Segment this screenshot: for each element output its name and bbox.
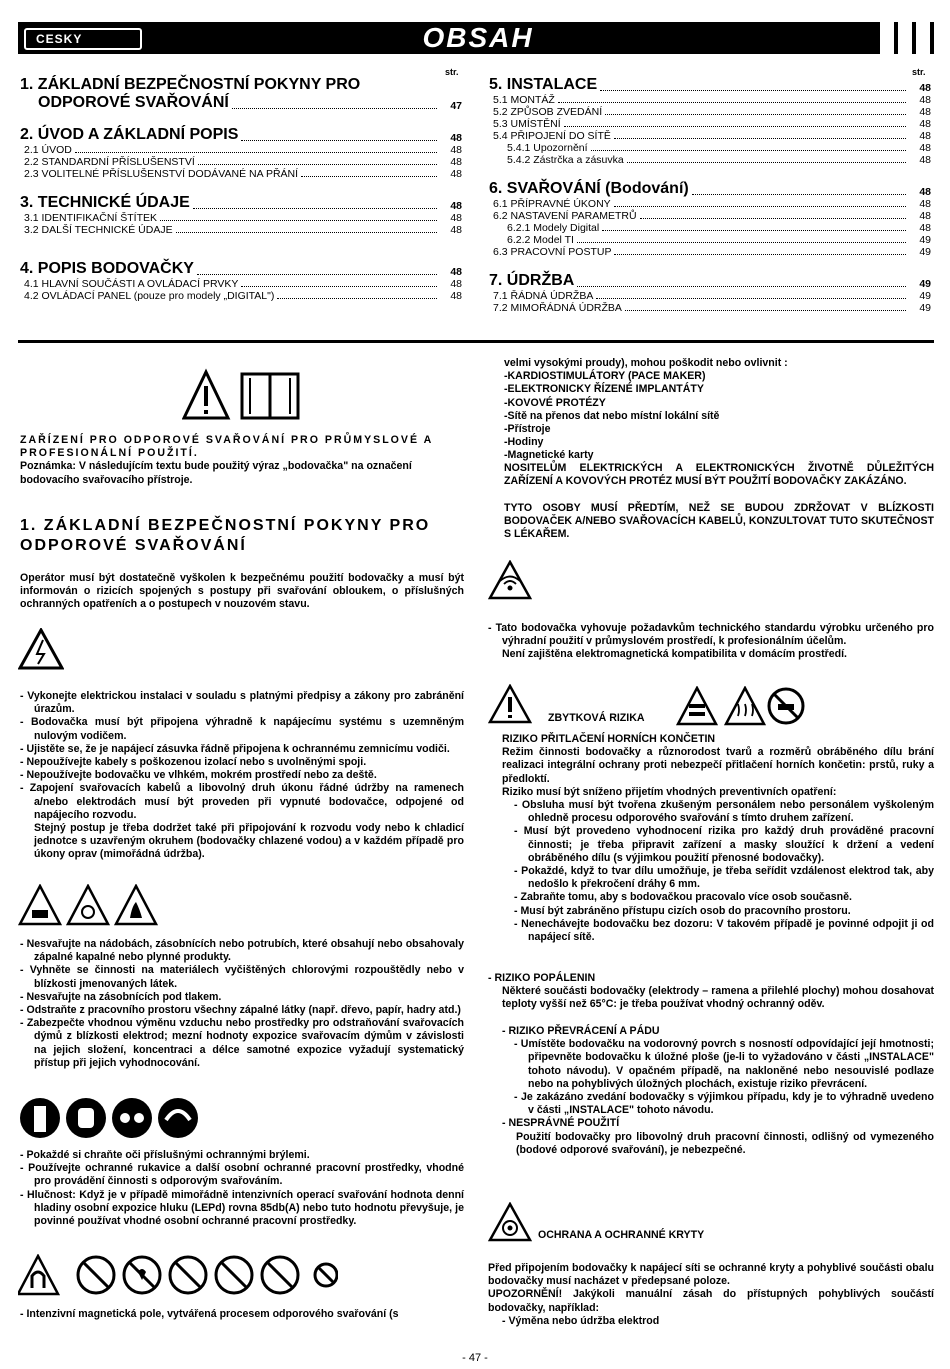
toc-entry — [489, 210, 931, 222]
fire-safety-list — [20, 938, 464, 1070]
burn-risk-section — [488, 972, 934, 1012]
toc-page-label-right: str. — [912, 67, 926, 77]
crush-burn-hazard-icons — [676, 686, 806, 726]
toc-entry-title: 7. ÚDRŽBA — [489, 272, 575, 289]
list-item: -ELEKTRONICKY ŘÍZENÉ IMPLANTÁTY — [504, 383, 704, 396]
toc-entry-title: 5.1 MONTÁŽ — [493, 94, 555, 106]
list-item: - Nenechávejte bodovačku bez dozoru: V takovém případě je povinné odpojit ji od napájecí sítě. — [514, 917, 934, 944]
list-item: - Pokaždé si chraňte oči příslušnými ochrannými brýlemi. — [20, 1149, 310, 1161]
emc-standard: - Tato bodovačka vyhovuje požadavkům technického standardu výrobku určeného pro výhradní použití v průmyslovém prostředí, k profesionálním účelům. — [488, 622, 934, 648]
toc-entry — [489, 246, 931, 258]
toc-entry-title: 1. ZÁKLADNÍ BEZPEČNOSTNÍ POKYNY PRO — [20, 76, 361, 93]
toc-right-column — [489, 76, 931, 314]
toc-entry-page: 48 — [919, 154, 931, 166]
intro-note: Poznámka: V následujícím textu bude použitý výraz „bodovačka" na označení bodovacího svařovacího přístroje. — [20, 460, 412, 486]
toc-entry-title: 2.3 VOLITELNÉ PŘÍSLUŠENSTVÍ DODÁVANÉ NA PŘÁNÍ — [24, 168, 299, 180]
electric-hazard-icon — [18, 628, 64, 670]
toc-entry-page: 48 — [919, 222, 931, 234]
toc-entry — [20, 290, 462, 302]
toc-entry-title: 5.4.2 Zástrčka a zásuvka — [507, 154, 624, 166]
toc-entry — [20, 76, 462, 94]
toc-entry-page: 48 — [450, 144, 462, 156]
toc-entry-title: 3. TECHNICKÉ ÚDAJE — [20, 194, 190, 211]
toc-entry — [489, 234, 931, 246]
list-item: -Magnetické karty — [504, 449, 594, 462]
toc-entry — [20, 212, 462, 224]
list-item: - Vyhněte se činnosti na materiálech vyčištěných chlorovými rozpouštědly nebo v blízkosti jmenovaných látek. — [20, 964, 464, 990]
toc-entry-title: 3.1 IDENTIFIKAČNÍ ŠTÍTEK — [24, 212, 158, 224]
toc-entry — [489, 290, 931, 302]
list-item: - Vykonejte elektrickou instalaci v souladu s platnými předpisy a zákony pro zabránění úrazům. — [20, 690, 464, 716]
toc-entry — [489, 130, 931, 142]
toc-entry-title: 6.2.1 Modely Digital — [507, 222, 600, 234]
tip-risk-section — [488, 1025, 934, 1157]
crush-risk-list — [502, 799, 934, 944]
emc-radiation-icon — [488, 560, 532, 600]
toc-entry-title: 5.3 UMÍSTĚNÍ — [493, 118, 561, 130]
list-item: - Nepoužívejte kabely s poškozenou izolací nebo s uvolněnými spoji. — [20, 756, 367, 769]
toc-entry — [489, 272, 931, 290]
list-item: -Sítě na přenos dat nebo místní lokální sítě — [504, 409, 720, 422]
electrical-safety-list — [20, 690, 464, 862]
toc-entry-title: ODPOROVÉ SVAŘOVÁNÍ — [38, 94, 229, 111]
toc-entry-page: 47 — [450, 100, 462, 112]
language-label: CESKY — [24, 28, 142, 50]
toc-entry — [20, 94, 462, 112]
toc-entry-page: 48 — [919, 82, 931, 94]
toc-entry-page: 48 — [450, 224, 462, 236]
toc-entry — [489, 198, 931, 210]
toc-entry-page: 48 — [450, 132, 462, 144]
toc-entry — [489, 302, 931, 314]
list-item: - Ujistěte se, že je napájecí zásuvka řádně připojena k ochrannému zemnicímu vodiči. — [20, 742, 450, 755]
list-item: - Nesvařujte na zásobnících pod tlakem. — [20, 990, 222, 1003]
toc-entry-title: 6.2 NASTAVENÍ PARAMETRŮ — [493, 210, 637, 222]
list-item: - Musí být provedeno vyhodnocení rizika pro každý druh prováděné pracovní činnosti; je třeba připravit zařízení a masky sloužící k držení a vedení obráběného dílu (s výjimkou použití přenosné bodovačky). — [514, 825, 934, 864]
page-title: OBSAH — [422, 22, 534, 53]
toc-entry-page: 48 — [919, 94, 931, 106]
list-item: - Zabraňte tomu, aby s bodovačkou pracovalo více osob současně. — [514, 891, 852, 904]
toc-entry — [20, 168, 462, 180]
list-item: velmi vysokými proudy), mohou poškodit nebo ovlivnit : — [504, 357, 788, 369]
list-item: - Pokaždé, když to tvar dílu umožňuje, je třeba seřídit vzdálenost elektrod tak, aby nedošlo k překročení dráhy 6 mm. — [514, 865, 934, 891]
toc-entry-title: 6.2.2 Model TI — [507, 234, 574, 246]
toc-entry — [489, 180, 931, 198]
left-intro — [20, 434, 464, 487]
list-item: - Bodovačka musí být připojena výhradně k napájecímu systému s uzemněným nulovým vodičem. — [20, 716, 464, 742]
toc-entry-page: 48 — [450, 266, 462, 278]
toc-entry-title: 3.2 DALŠÍ TECHNICKÉ ÚDAJE — [24, 224, 173, 236]
guards-heading: OCHRANA A OCHRANNÉ KRYTY — [538, 1229, 705, 1241]
toc-entry-page: 48 — [919, 118, 931, 130]
list-item: -Hodiny — [504, 436, 544, 449]
affected-devices-list — [504, 357, 934, 463]
page-header-bar — [18, 22, 934, 54]
toc-page-label-left: str. — [445, 67, 459, 77]
toc-entry-page: 48 — [919, 142, 931, 154]
toc-entry-title: 2.2 STANDARDNÍ PŘÍSLUŠENSTVÍ — [24, 156, 195, 168]
crush-risk-measures: Riziko musí být sníženo přijetím vhodných preventivních opatření: — [502, 785, 837, 798]
crush-risk-section — [502, 733, 934, 944]
toc-entry — [489, 118, 931, 130]
toc-entry-page: 49 — [919, 246, 931, 258]
toc-entry — [489, 76, 931, 94]
doctor-warning: TYTO OSOBY MUSÍ PŘEDTÍM, NEŽ SE BUDOU ZDRŽOVAT V BLÍZKOSTI BODOVAČEK A/NEBO SVAŘOVACÍCH KABELŮ, KONZULTOVAT TUTO SKUTEČNOST S LÉKAŘEM. — [504, 502, 934, 541]
list-item: Stejný postup je třeba dodržet také při připojování k rozvodu vody nebo k chladicí jednotce s uzavřeným okruhem (bodovačky chlazené vodou) a v každém případě pro úkony oprav (mimořádná údržba). — [34, 822, 464, 861]
guards-section — [488, 1262, 934, 1328]
toc-entry-page: 49 — [919, 278, 931, 290]
toc-entry-page: 48 — [919, 186, 931, 198]
list-item: -Přístroje — [504, 423, 551, 436]
guards-text-2: UPOZORNĚNÍ! Jakýkoli manuální zásah do přístupných pohyblivých součástí bodovačky, například: — [488, 1288, 934, 1314]
magnetic-field-text: - Intenzivní magnetická pole, vytvářená procesem odporového svařování (s — [20, 1308, 399, 1320]
guards-text-1: Před připojením bodovačky k napájecí síti se ochranné kryty a pohyblivé součásti obalu bodovačky musí nacházet v předepsané poloze. — [488, 1262, 934, 1288]
toc-entry-page: 48 — [919, 106, 931, 118]
implant-warning: NOSITELŮM ELEKTRICKÝCH A ELEKTRONICKÝCH ŽIVOTNĚ DŮLEŽITÝCH ZAŘÍZENÍ A KOVOVÝCH PROTÉZ MUSÍ BÝT POUŽITÍ BODOVAČKY ZAKÁZÁNO. — [504, 462, 934, 488]
list-item: - Je zakázáno zvedání bodovačky s výjimkou případu, kdy je to výhradně uvedeno v části „INSTALACE" tohoto návodu. — [514, 1091, 934, 1117]
burn-risk-text: Některé součásti bodovačky (elektrody – ramena a přilehlé plochy) mohou dosahovat teploty vyšší než 65°C: je třeba používat vhodný ochranný oděv. — [502, 985, 934, 1011]
list-item: -KARDIOSTIMULÁTORY (PACE MAKER) — [504, 370, 706, 383]
operator-paragraph: Operátor musí být dostatečně vyškolen k bezpečnému použití bodovačky a musí být informován o rizicích spojených s postupy při svařování obloukem, o příslušných ochranných opatřeních a o postupech v nouzovém stavu. — [20, 572, 464, 611]
toc-entry-page: 49 — [919, 234, 931, 246]
residual-risks-heading: ZBYTKOVÁ RIZIKA — [548, 712, 645, 724]
toc-entry-page: 48 — [450, 290, 462, 302]
warning-manual-icon — [182, 368, 302, 422]
ppe-list — [20, 1149, 464, 1228]
magnetic-field-prohibition-icons — [18, 1254, 338, 1296]
guards-warning-icon — [488, 1202, 532, 1242]
toc-entry — [20, 156, 462, 168]
toc-entry-page: 48 — [450, 156, 462, 168]
toc-entry-title: 2. ÚVOD A ZÁKLADNÍ POPIS — [20, 126, 239, 143]
page-number: - 47 - — [462, 1352, 488, 1364]
toc-entry-title: 4.1 HLAVNÍ SOUČÁSTI A OVLÁDACÍ PRVKY — [24, 278, 239, 290]
list-item: - Nepoužívejte bodovačku ve vlhkém, mokrém prostředí nebo za deště. — [20, 769, 377, 782]
emc-domestic: Není zajištěna elektromagnetická kompatibilita v domácím prostředí. — [502, 648, 847, 661]
ppe-mandatory-icons — [18, 1096, 204, 1140]
toc-entry-title: 5.4.1 Upozornění — [507, 142, 588, 154]
misuse-text: Použití bodovačky pro libovolný druh pracovní činnosti, odlišný od vymezeného (bodové odporové svařování), je nebezpečné. — [516, 1130, 934, 1156]
toc-entry-page: 48 — [450, 212, 462, 224]
toc-entry-page: 48 — [450, 278, 462, 290]
toc-entry-page: 48 — [919, 198, 931, 210]
toc-entry-page: 48 — [919, 210, 931, 222]
toc-entry — [489, 106, 931, 118]
list-item: - Odstraňte z pracovního prostoru všechny zápalné látky (např. dřevo, papír, hadry atd.) — [20, 1004, 461, 1017]
intro-heading: ZAŘÍZENÍ PRO ODPOROVÉ SVAŘOVÁNÍ PRO PRŮMYSLOVÉ A PROFESIONÁLNÍ POUŽITÍ. — [20, 434, 433, 460]
list-item: -KOVOVÉ PROTÉZY — [504, 396, 606, 409]
toc-entry-title: 6. SVAŘOVÁNÍ (Bodování) — [489, 180, 689, 197]
list-item: - Hlučnost: Když je v případě mimořádně intenzivních operací svařování hodnota denní hladiny osobní expozice hluku (LEPd) rovna 85db(A) nebo tuto hodnotu převyšuje, je povinné používat vhodné osobní ochranné pracovní prostředky. — [20, 1188, 464, 1228]
crush-risk-heading: RIZIKO PŘITLAČENÍ HORNÍCH KONČETIN — [502, 733, 716, 745]
toc-entry — [489, 142, 931, 154]
toc-entry-title: 4.2 OVLÁDACÍ PANEL (pouze pro modely „DIGITAL") — [24, 290, 275, 302]
burn-risk-heading: - RIZIKO POPÁLENIN — [488, 972, 596, 984]
toc-entry — [489, 94, 931, 106]
toc-entry-page: 48 — [450, 168, 462, 180]
toc-entry-title: 5.2 ZPŮSOB ZVEDÁNÍ — [493, 106, 603, 118]
toc-entry-title: 7.1 ŘÁDNÁ ÚDRŽBA — [493, 290, 594, 302]
misuse-heading: - NESPRÁVNÉ POUŽITÍ — [502, 1117, 620, 1130]
toc-entry-page: 48 — [450, 200, 462, 212]
guards-text-3: - Výměna nebo údržba elektrod — [502, 1314, 660, 1327]
toc-entry-title: 5. INSTALACE — [489, 76, 598, 93]
list-item: - Zabezpečte vhodnou výměnu vzduchu nebo prostředky pro odstraňování svařovacích dýmů z blízkosti elektrod; mezní hodnoty expozice svařovacím dýmům v závislosti na jejich složení, koncentraci a délce samotné expozice vyžadují systematický přístup při jejich vyhodnocování. — [20, 1017, 464, 1069]
section-1-heading: 1. ZÁKLADNÍ BEZPEČNOSTNÍ POKYNY PRO ODPOROVÉ SVAŘOVÁNÍ — [20, 517, 431, 554]
tip-risk-heading: - RIZIKO PŘEVRÁCENÍ A PÁDU — [502, 1025, 660, 1037]
toc-entry-title: 7.2 MIMOŘÁDNÁ ÚDRŽBA — [493, 302, 622, 314]
residual-risk-warning-icon — [488, 684, 532, 724]
toc-entry — [20, 260, 462, 278]
list-item: - Umístěte bodovačku na vodorovný povrch s nosností odpovídající její hmotnosti; připevněte bodovačku k úložné ploše (je-li to vyžadováno v části „INSTALACE" tohoto návodu). V opačném případě, na nakloněné nebo nesouvislé podlaze nebo na pohyblivých úložných plochách, existuje riziko převrácení. — [514, 1038, 934, 1090]
toc-entry-page: 49 — [919, 302, 931, 314]
toc-left-column — [20, 76, 462, 302]
toc-entry-page: 49 — [919, 290, 931, 302]
tip-risk-list — [488, 1038, 934, 1117]
toc-entry — [20, 194, 462, 212]
header-decoration — [854, 22, 930, 54]
toc-entry — [20, 278, 462, 290]
toc-entry-title: 5.4 PŘIPOJENÍ DO SÍTĚ — [493, 130, 611, 142]
toc-entry — [489, 154, 931, 166]
fire-explosion-hazard-icons — [18, 884, 158, 926]
toc-entry-title: 6.1 PŘÍPRAVNÉ ÚKONY — [493, 198, 611, 210]
toc-entry-page: 48 — [919, 130, 931, 142]
toc-entry — [489, 222, 931, 234]
toc-entry — [20, 224, 462, 236]
section-divider — [18, 340, 934, 343]
list-item: - Používejte ochranné rukavice a další osobní ochranné pracovní prostředky, vhodné pro provádění činnosti s odporovým svařováním. — [20, 1162, 464, 1188]
list-item: - Zapojení svařovacích kabelů a libovolný druh úkonu řádné údržby na ramenech a/nebo elektrodách musí být proveden při vypnuté bodovačce, odpojené od napájecího rozvodu. — [20, 782, 464, 821]
toc-entry-title: 2.1 ÚVOD — [24, 144, 72, 156]
crush-risk-text: Režim činnosti bodovačky a různorodost tvarů a rozměrů obráběného dílu brání realizaci integrální ochrany proti nebezpečí přitlačení horních končetin: prstů, ruky a předloktí. — [502, 746, 934, 785]
emc-text — [488, 622, 934, 662]
toc-entry — [20, 126, 462, 144]
list-item: - Obsluha musí být tvořena zkušeným personálem nebo personálem vyškoleným ohledně procesu odporového svařování s tímto druhem zařízení. — [514, 799, 934, 825]
toc-entry — [20, 144, 462, 156]
list-item: - Musí být zabráněno přístupu cizích osob do pracovního prostoru. — [514, 904, 851, 917]
toc-entry-title: 4. POPIS BODOVAČKY — [20, 260, 194, 277]
toc-entry-title: 6.3 PRACOVNÍ POSTUP — [493, 246, 612, 258]
list-item: - Nesvařujte na nádobách, zásobnících nebo potrubích, které obsahují nebo obsahovaly zápalné kapalné nebo plynné produkty. — [20, 938, 464, 964]
